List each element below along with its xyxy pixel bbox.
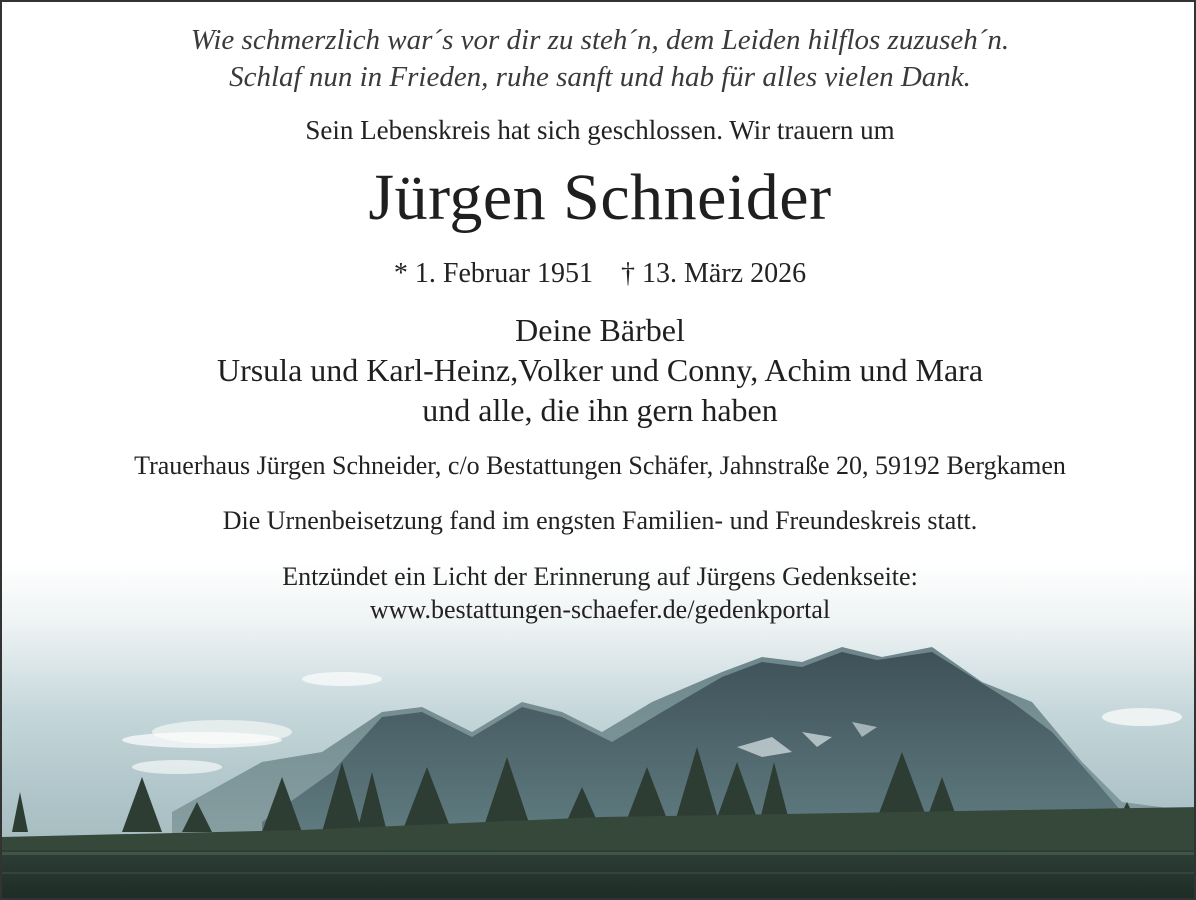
memorial-url[interactable]: www.bestattungen-schaefer.de/gedenkportal — [369, 595, 831, 624]
verse-line-1: Wie schmerzlich war´s vor dir zu steh´n, dem Leiden hilflos zuzuseh´n. — [190, 24, 1010, 56]
intro-text: Sein Lebenskreis hat sich geschlossen. Wir trauern um — [305, 115, 895, 145]
death-date: † 13. März 2026 — [621, 258, 807, 289]
memorial-text: Entzündet ein Licht der Erinnerung auf Jürgens Gedenkseite: — [282, 562, 918, 591]
mourner-line-2: Ursula und Karl-Heinz,Volker und Conny, Achim und Mara — [216, 352, 984, 388]
burial-note: Die Urnenbeisetzung fand im engsten Familien- und Freundeskreis statt. — [222, 506, 978, 535]
deceased-name: Jürgen Schneider — [368, 161, 832, 234]
mourner-line-3: und alle, die ihn gern haben — [422, 392, 778, 428]
verse-line-2: Schlaf nun in Frieden, ruhe sanft und hab für alles vielen Dank. — [229, 61, 971, 93]
mourning-house-address: Trauerhaus Jürgen Schneider, c/o Bestattungen Schäfer, Jahnstraße 20, 59192 Bergkamen — [134, 451, 1066, 480]
mourner-line-1: Deine Bärbel — [515, 312, 685, 348]
birth-date: * 1. Februar 1951 — [393, 258, 593, 289]
life-dates — [2, 258, 1196, 290]
